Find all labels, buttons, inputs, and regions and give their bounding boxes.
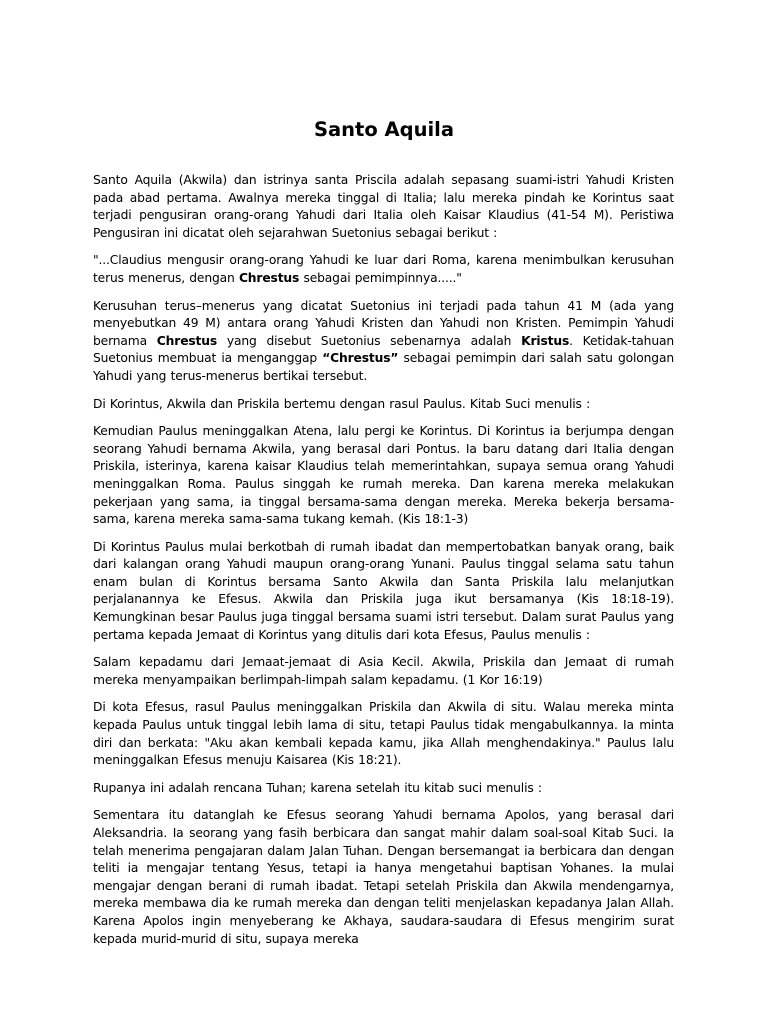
paragraph bbox=[93, 539, 674, 645]
bold-text: Kristus bbox=[521, 333, 570, 348]
paragraph bbox=[93, 699, 674, 769]
text-run: Sementara itu datanglah ke Efesus seorang Yahudi bernama Apolos, yang berasal dari Aleksandria. Ia seorang yang fasih berbicara dan sangat mahir dalam soal-soal Kitab Suci. Ia telah menerima pengajaran dalam Jalan Tuhan. Dengan bersemangat ia berbicara dan dengan teliti ia mengajar tentang Yesus, tetapi ia hanya mengetahui baptisan Yohanes. Ia mulai mengajar dengan berani di rumah ibadat. Tetapi setelah Priskila dan Akwila mendengarnya, mereka membawa dia ke rumah mereka dan dengan teliti menjelaskan kepadanya Jalan Allah. Karena Apolos ingin menyeberang ke Akhaya, saudara-saudara di Efesus mengirim surat kepada murid-murid di situ, supaya mereka bbox=[93, 808, 674, 946]
bold-text: Chrestus bbox=[156, 333, 218, 348]
paragraph bbox=[93, 298, 674, 386]
text-run: "...Claudius mengusir orang-orang Yahudi ke luar dari Roma, karena menimbulkan kerusuhan terus menerus, dengan bbox=[93, 253, 674, 285]
paragraph bbox=[93, 654, 674, 689]
bold-text: “Chrestus” bbox=[322, 351, 399, 366]
paragraph bbox=[93, 396, 674, 414]
page-title: Santo Aquila bbox=[313, 118, 455, 141]
paragraph bbox=[93, 252, 674, 287]
text-run: Kemudian Paulus meninggalkan Atena, lalu pergi ke Korintus. Di Korintus ia berjumpa dengan seorang Yahudi bernama Akwila, yang berasal dari Pontus. Ia baru datang dari Italia dengan Priskila, isterinya, karena kaisar Klaudius telah memerintahkan, supaya semua orang Yahudi meninggalkan Roma. Paulus singgah ke rumah mereka. Dan karena mereka melakukan pekerjaan yang sama, ia tinggal bersama-sama dengan mereka. Mereka bekerja bersama-sama, karena mereka sama-sama tukang kemah. (Kis 18:1-3) bbox=[93, 424, 674, 527]
text-run: Di Korintus Paulus mulai berkotbah di rumah ibadat dan mempertobatkan banyak orang, baik dari kalangan orang Yahudi maupun orang-orang Yunani. Paulus tinggal selama satu tahun enam bulan di Korintus bersama Santo Akwila dan Santa Priskila lalu melanjutkan perjalanannya ke Efesus. Akwila dan Priskila juga ikut bersamanya (Kis 18:18-19). Kemungkinan besar Paulus juga tinggal bersama suami istri tersebut. Dalam surat Paulus yang pertama kepada Jemaat di Korintus yang ditulis dari kota Efesus, Paulus menulis : bbox=[93, 539, 674, 642]
paragraph bbox=[93, 172, 674, 242]
text-run: Santo Aquila (Akwila) dan istrinya santa Priscila adalah sepasang suami-istri Yahudi Kristen pada abad pertama. Awalnya mereka tinggal di Italia; lalu mereka pindah ke Korintus saat terjadi pengusiran orang-orang Yahudi dari Italia oleh Kaisar Klaudius (41-54 M). Peristiwa Pengusiran ini dicatat oleh sejarahwan Suetonius sebagai berikut : bbox=[93, 173, 674, 240]
paragraph bbox=[93, 780, 674, 798]
paragraph bbox=[93, 807, 674, 948]
text-run: Kerusuhan terus–menerus yang dicatat Suetonius ini terjadi pada tahun 41 M (ada yang menyebutkan 49 M) antara orang Yahudi Kristen dan Yahudi non Kristen. Pemimpin Yahudi bernama bbox=[93, 298, 674, 348]
text-run: Di kota Efesus, rasul Paulus meninggalkan Priskila dan Akwila di situ. Walau mereka minta kepada Paulus untuk tinggal lebih lama di situ, tetapi Paulus tidak mengabulkannya. Ia minta diri dan berkata: "Aku akan kembali kepada kamu, jika Allah menghendakinya." Paulus lalu meninggalkan Efesus menuju Kaisarea (Kis 18:21). bbox=[93, 700, 674, 768]
text-run: sebagai pemimpin dari salah satu golongan Yahudi yang terus-menerus bertikai tersebut. bbox=[93, 351, 674, 383]
text-run: Rupanya ini adalah rencana Tuhan; karena setelah itu kitab suci menulis : bbox=[93, 780, 542, 795]
text-run: Salam kepadamu dari Jemaat-jemaat di Asia Kecil. Akwila, Priskila dan Jemaat di rumah mereka menyampaikan berlimpah-limpah salam kepadamu. (1 Kor 16:19) bbox=[93, 655, 674, 687]
text-run: yang disebut Suetonius sebenarnya adalah bbox=[217, 333, 522, 348]
paragraph bbox=[93, 423, 674, 529]
text-run: sebagai pemimpinnya....." bbox=[299, 270, 462, 285]
text-run: Di Korintus, Akwila dan Priskila bertemu dengan rasul Paulus. Kitab Suci menulis : bbox=[93, 396, 591, 411]
bold-text: Chrestus bbox=[238, 270, 300, 285]
text-run: . Ketidak-tahuan Suetonius membuat ia menganggap bbox=[93, 333, 674, 366]
document-body bbox=[93, 172, 674, 958]
